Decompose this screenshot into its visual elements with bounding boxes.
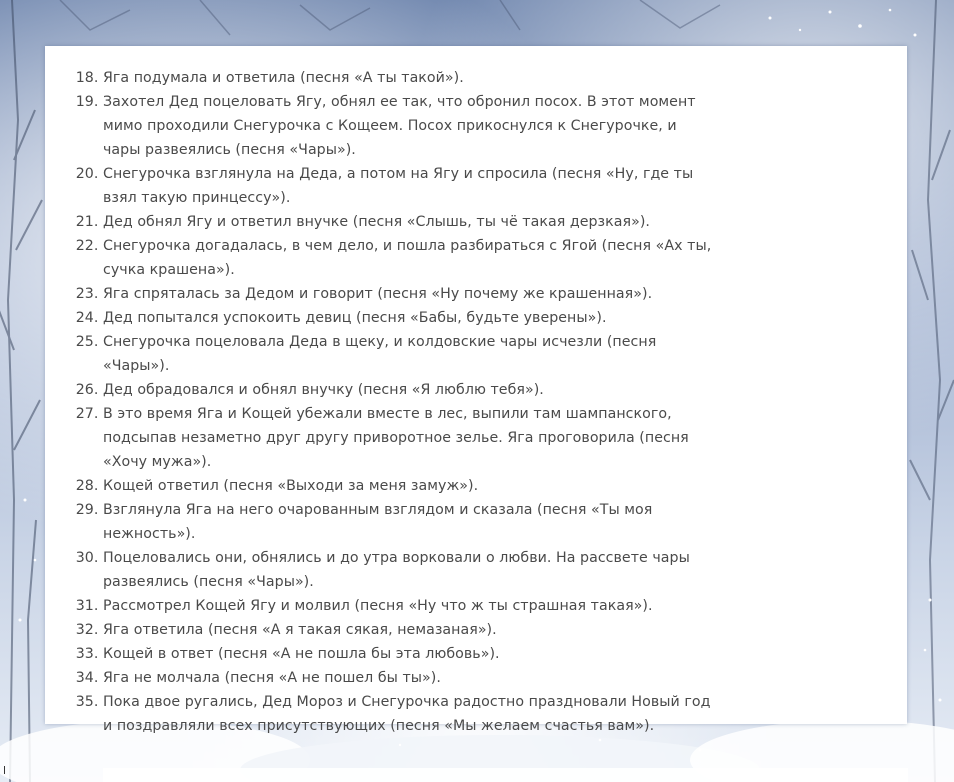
item-text: Яга подумала и ответила (песня «А ты такой»). <box>103 70 464 86</box>
item-text: Снегурочка поцеловала Деда в щеку, и колдовские чары исчезли (песня «Чары»). <box>103 334 657 374</box>
item-text: Пока двое ругались, Дед Мороз и Снегурочка радостно праздновали Новый год и поздравляли всех присутствующих (песня «Мы желаем счастья вам»). <box>103 694 711 734</box>
list-item <box>45 282 907 306</box>
item-number: 29. <box>75 502 103 518</box>
list-item <box>45 642 907 666</box>
item-text: Дед попытался успокоить девиц (песня «Бабы, будьте уверены»). <box>103 310 607 326</box>
item-text: Рассмотрел Кощей Ягу и молвил (песня «Ну что ж ты страшная такая»). <box>103 598 653 614</box>
item-number: 20. <box>75 166 103 182</box>
item-text: Яга спряталась за Дедом и говорит (песня «Ну почему же крашенная»). <box>103 286 653 302</box>
item-text: Поцеловались они, обнялись и до утра ворковали о любви. На рассвете чары развеялись (песня «Чары»). <box>103 550 690 590</box>
item-number: 28. <box>75 478 103 494</box>
list-item <box>45 546 907 594</box>
item-text: В это время Яга и Кощей убежали вместе в лес, выпили там шампанского, подсыпав незаметно друг другу приворотное зелье. Яга проговорила (песня «Хочу мужа»). <box>103 406 689 470</box>
item-text: Снегурочка взглянула на Деда, а потом на Ягу и спросила (песня «Ну, где ты взял такую принцессу»). <box>103 166 694 206</box>
list-item <box>45 618 907 642</box>
list-item <box>45 234 907 282</box>
item-number: 35. <box>75 694 103 710</box>
item-text: Яга не молчала (песня «А не пошел бы ты»). <box>103 670 441 686</box>
list-item <box>45 666 907 690</box>
list-item <box>45 402 907 474</box>
item-number: 19. <box>75 94 103 110</box>
list-item <box>45 162 907 210</box>
item-text: Кощей ответил (песня «Выходи за меня замуж»). <box>103 478 479 494</box>
list-item <box>45 66 907 90</box>
list-item <box>45 330 907 378</box>
item-number: 23. <box>75 286 103 302</box>
item-number: 24. <box>75 310 103 326</box>
list-item <box>45 594 907 618</box>
item-number: 26. <box>75 382 103 398</box>
tree-branches-left <box>0 0 42 782</box>
item-number: 27. <box>75 406 103 422</box>
list-item <box>45 210 907 234</box>
item-number: 25. <box>75 334 103 350</box>
item-text: Захотел Дед поцеловать Ягу, обнял ее так, что обронил посох. В этот момент мимо проходили Снегурочка с Кощеем. Посох прикоснулся к Снегурочке, и чары развеялись (песня «Чары»). <box>103 94 696 158</box>
item-text: Кощей в ответ (песня «А не пошла бы эта любовь»). <box>103 646 500 662</box>
tree-branches-right <box>910 0 954 782</box>
item-text: Взглянула Яга на него очарованным взглядом и сказала (песня «Ты моя нежность»). <box>103 502 653 542</box>
item-number: 30. <box>75 550 103 566</box>
bottom-strip <box>103 768 908 782</box>
item-number: 21. <box>75 214 103 230</box>
item-number: 18. <box>75 70 103 86</box>
list-item <box>45 378 907 402</box>
item-text: Дед обрадовался и обнял внучку (песня «Я люблю тебя»). <box>103 382 544 398</box>
edge-mark <box>4 766 5 774</box>
list-item <box>45 690 907 738</box>
item-text: Яга ответила (песня «А я такая сякая, немазаная»). <box>103 622 497 638</box>
list-item <box>45 90 907 162</box>
content-panel <box>45 46 907 734</box>
item-number: 34. <box>75 670 103 686</box>
list-item <box>45 498 907 546</box>
list-item <box>45 306 907 330</box>
scene-list <box>45 66 907 738</box>
tree-branches-top <box>60 0 720 35</box>
item-text: Дед обнял Ягу и ответил внучке (песня «Слышь, ты чё такая дерзкая»). <box>103 214 650 230</box>
item-number: 22. <box>75 238 103 254</box>
item-text: Снегурочка догадалась, в чем дело, и пошла разбираться с Ягой (песня «Ах ты, сучка крашена»). <box>103 238 712 278</box>
item-number: 33. <box>75 646 103 662</box>
list-item <box>45 474 907 498</box>
item-number: 32. <box>75 622 103 638</box>
item-number: 31. <box>75 598 103 614</box>
